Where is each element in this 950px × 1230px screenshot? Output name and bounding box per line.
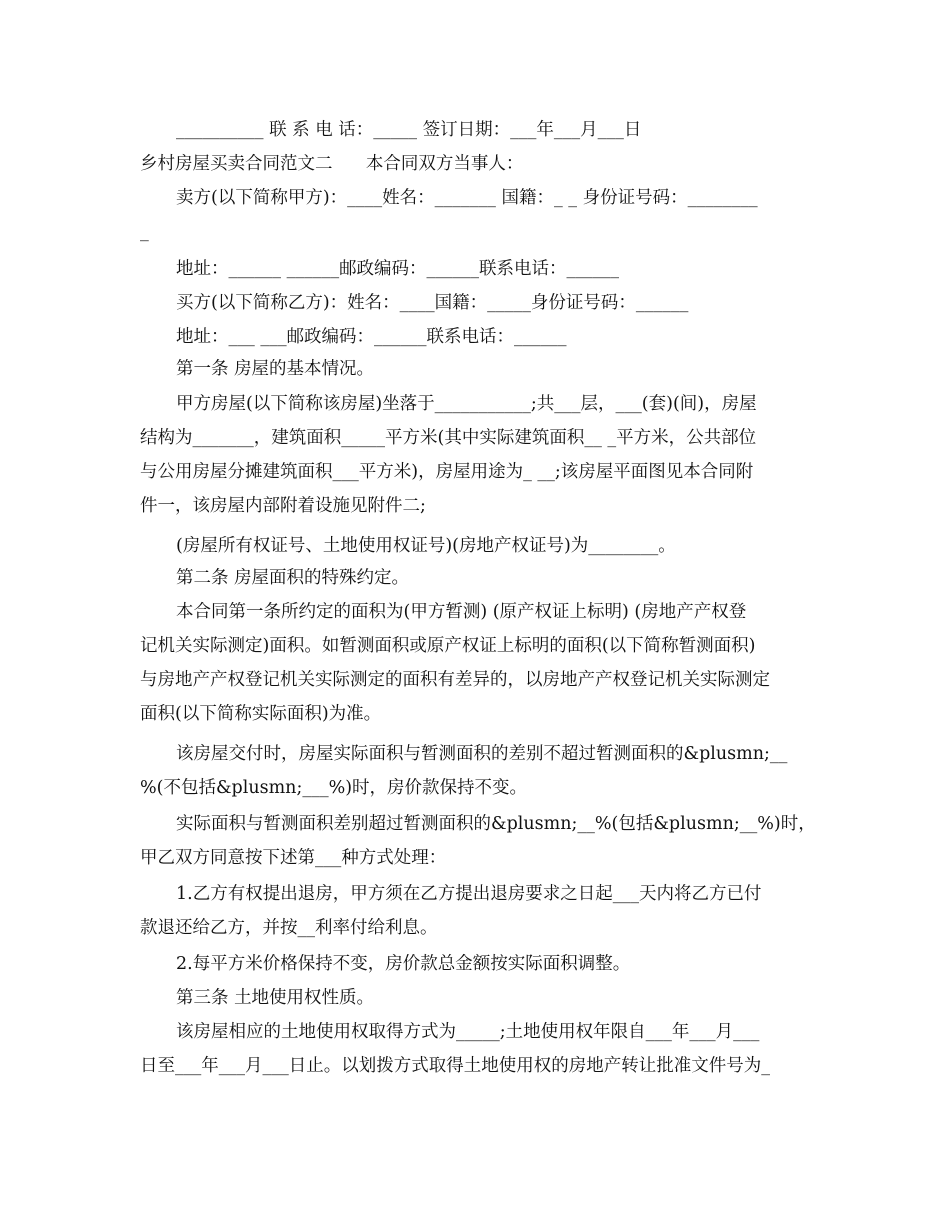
area-difference-line-2: 甲乙双方同意按下述第___种方式处理：	[140, 848, 447, 868]
article-1-paragraph-line-2: 结构为_______，建筑面积_____平方米(其中实际建筑面积__ _平方米，公共部位	[140, 428, 757, 448]
header-contact-date-line: __________ 联 系 电 话：_____ 签订日期：___年___月___日	[176, 120, 642, 140]
article-1-paragraph-line-4: 件一，该房屋内部附着设施见附件二;	[140, 496, 426, 516]
article-2-paragraph-line-2: 记机关实际测定)面积。如暂测面积或原产权证上标明的面积(以下简称暂测面积)	[140, 636, 756, 656]
article-3-paragraph-line-2: 日至___年___月___日止。以划拨方式取得土地使用权的房地产转让批准文件号为_	[140, 1056, 770, 1076]
article-2-heading: 第二条 房屋面积的特殊约定。	[176, 568, 410, 588]
area-difference-line-1: 实际面积与暂测面积差别超过暂测面积的&plusmn;__%(包括&plusmn;__%)时，	[176, 814, 816, 834]
article-2-paragraph-line-4: 面积(以下简称实际面积)为准。	[140, 704, 382, 724]
option-1-line-1: 1.乙方有权提出退房，甲方须在乙方提出退房要求之日起___天内将乙方已付	[176, 884, 762, 904]
option-2-line: 2.每平方米价格保持不变，房价款总金额按实际面积调整。	[176, 954, 631, 974]
buyer-info-line: 买方(以下简称乙方)：姓名：____国籍：_____身份证号码：______	[176, 293, 689, 313]
article-2-paragraph-line-3: 与房地产产权登记机关实际测定的面积有差异的，以房地产产权登记机关实际测定	[140, 670, 770, 690]
article-3-paragraph-line-1: 该房屋相应的土地使用权取得方式为_____;土地使用权年限自___年___月___	[176, 1022, 760, 1042]
article-2-paragraph-line-1: 本合同第一条所约定的面积为(甲方暂测) (原产权证上标明) (房地产产权登	[176, 602, 747, 622]
seller-info-continuation: _	[140, 222, 149, 242]
article-1-heading: 第一条 房屋的基本情况。	[176, 359, 375, 379]
article-1-paragraph-line-1: 甲方房屋(以下简称该房屋)坐落于___________;共___层，___(套)(间)，房屋	[176, 394, 757, 414]
seller-info-line: 卖方(以下简称甲方)：____姓名：_______ 国籍：_ _ 身份证号码：________	[176, 188, 758, 208]
contract-title-line: 乡村房屋买卖合同范文二 本合同双方当事人：	[140, 154, 524, 174]
option-1-line-2: 款退还给乙方，并按__利率付给利息。	[140, 918, 438, 938]
delivery-area-line-1: 该房屋交付时，房屋实际面积与暂测面积的差别不超过暂测面积的&plusmn;__	[176, 744, 788, 764]
article-1-paragraph-line-3: 与公用房屋分摊建筑面积___平方米)，房屋用途为_ __;该房屋平面图见本合同附	[140, 462, 754, 482]
delivery-area-line-2: %(不包括&plusmn;___%)时，房价款保持不变。	[140, 778, 528, 798]
certificate-number-line: (房屋所有权证号、土地使用权证号)(房地产权证号)为________。	[176, 536, 676, 556]
buyer-address-line: 地址：___ ___邮政编码：______联系电话：______	[176, 327, 567, 347]
article-3-heading: 第三条 土地使用权性质。	[176, 988, 375, 1008]
seller-address-line: 地址：______ ______邮政编码：______联系电话：______	[176, 259, 620, 279]
